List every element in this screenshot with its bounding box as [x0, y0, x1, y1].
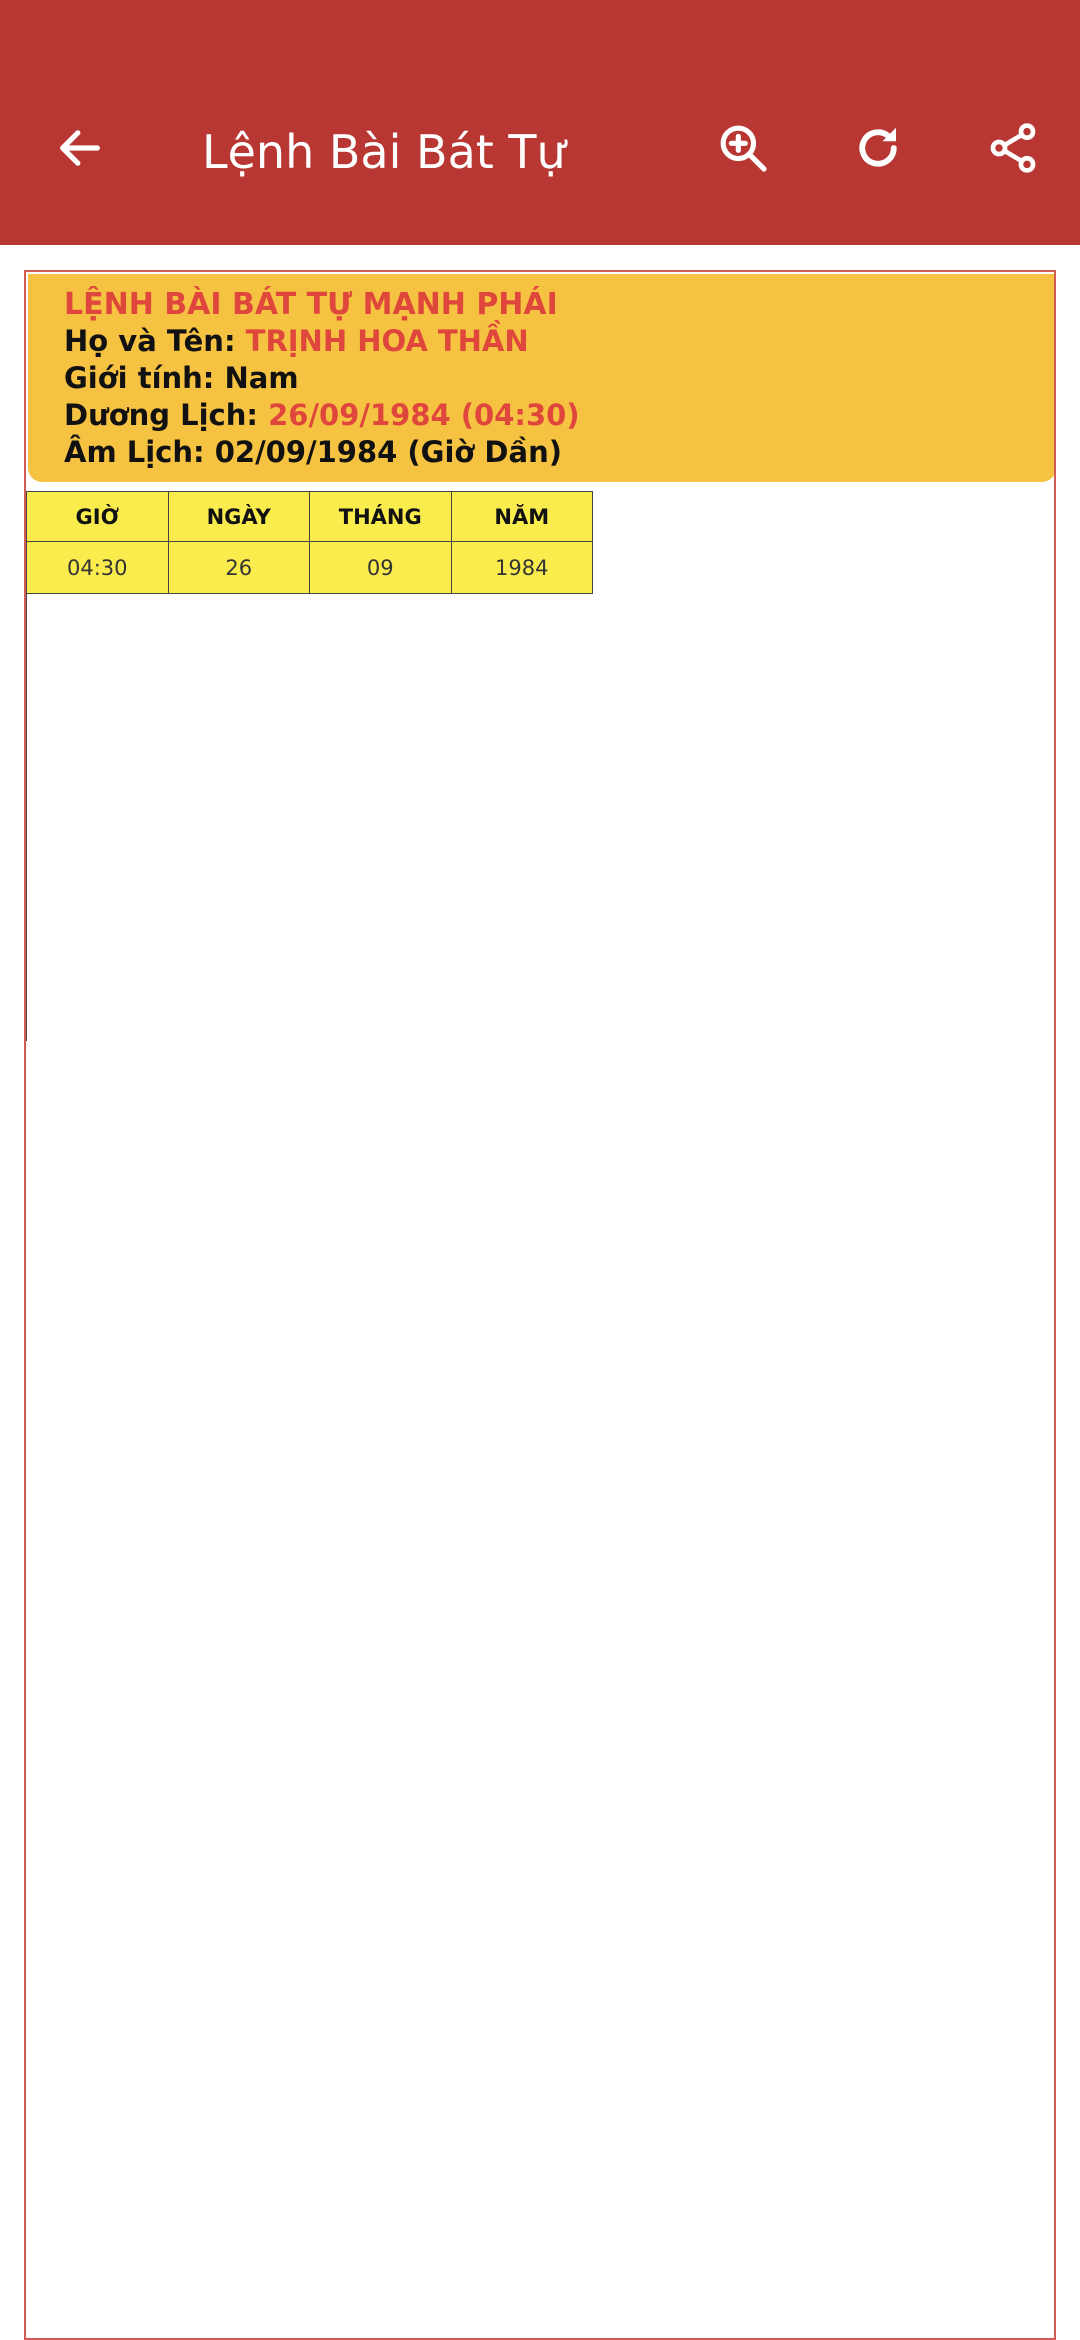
pillar-header: GIỜ	[27, 492, 169, 542]
lunar-date-line: Âm Lịch: 02/09/1984 (Giờ Dần)	[64, 435, 562, 469]
name-line: Họ và Tên: TRỊNH HOA THẦN	[64, 324, 529, 358]
pillar-header: THÁNG	[310, 492, 452, 542]
pillar-header: NGÀY	[169, 492, 311, 542]
pillar-header: NĂM	[452, 492, 594, 542]
gender-line: Giới tính: Nam	[64, 361, 299, 395]
solar-date-line: Dương Lịch: 26/09/1984 (04:30)	[64, 398, 580, 432]
zoom-button[interactable]	[705, 110, 781, 186]
pillar-value: 26	[169, 542, 311, 594]
profile-card	[28, 274, 1056, 482]
pillar-value: 04:30	[27, 542, 169, 594]
share-icon	[985, 120, 1041, 176]
zoom-in-icon	[715, 120, 771, 176]
share-button[interactable]	[975, 110, 1051, 186]
pillar-value: 1984	[452, 542, 594, 594]
chart-content[interactable]	[24, 270, 1056, 2340]
app-title: Lệnh Bài Bát Tự	[202, 125, 566, 179]
app-bar	[0, 0, 1080, 245]
refresh-icon	[851, 121, 905, 175]
card-title: LỆNH BÀI BÁT TỰ MẠNH PHÁI	[64, 287, 558, 322]
refresh-button[interactable]	[840, 110, 916, 186]
back-button[interactable]	[42, 110, 118, 186]
arrow-left-icon	[54, 122, 106, 174]
pillar-grid	[26, 491, 593, 1041]
pillar-value: 09	[310, 542, 452, 594]
